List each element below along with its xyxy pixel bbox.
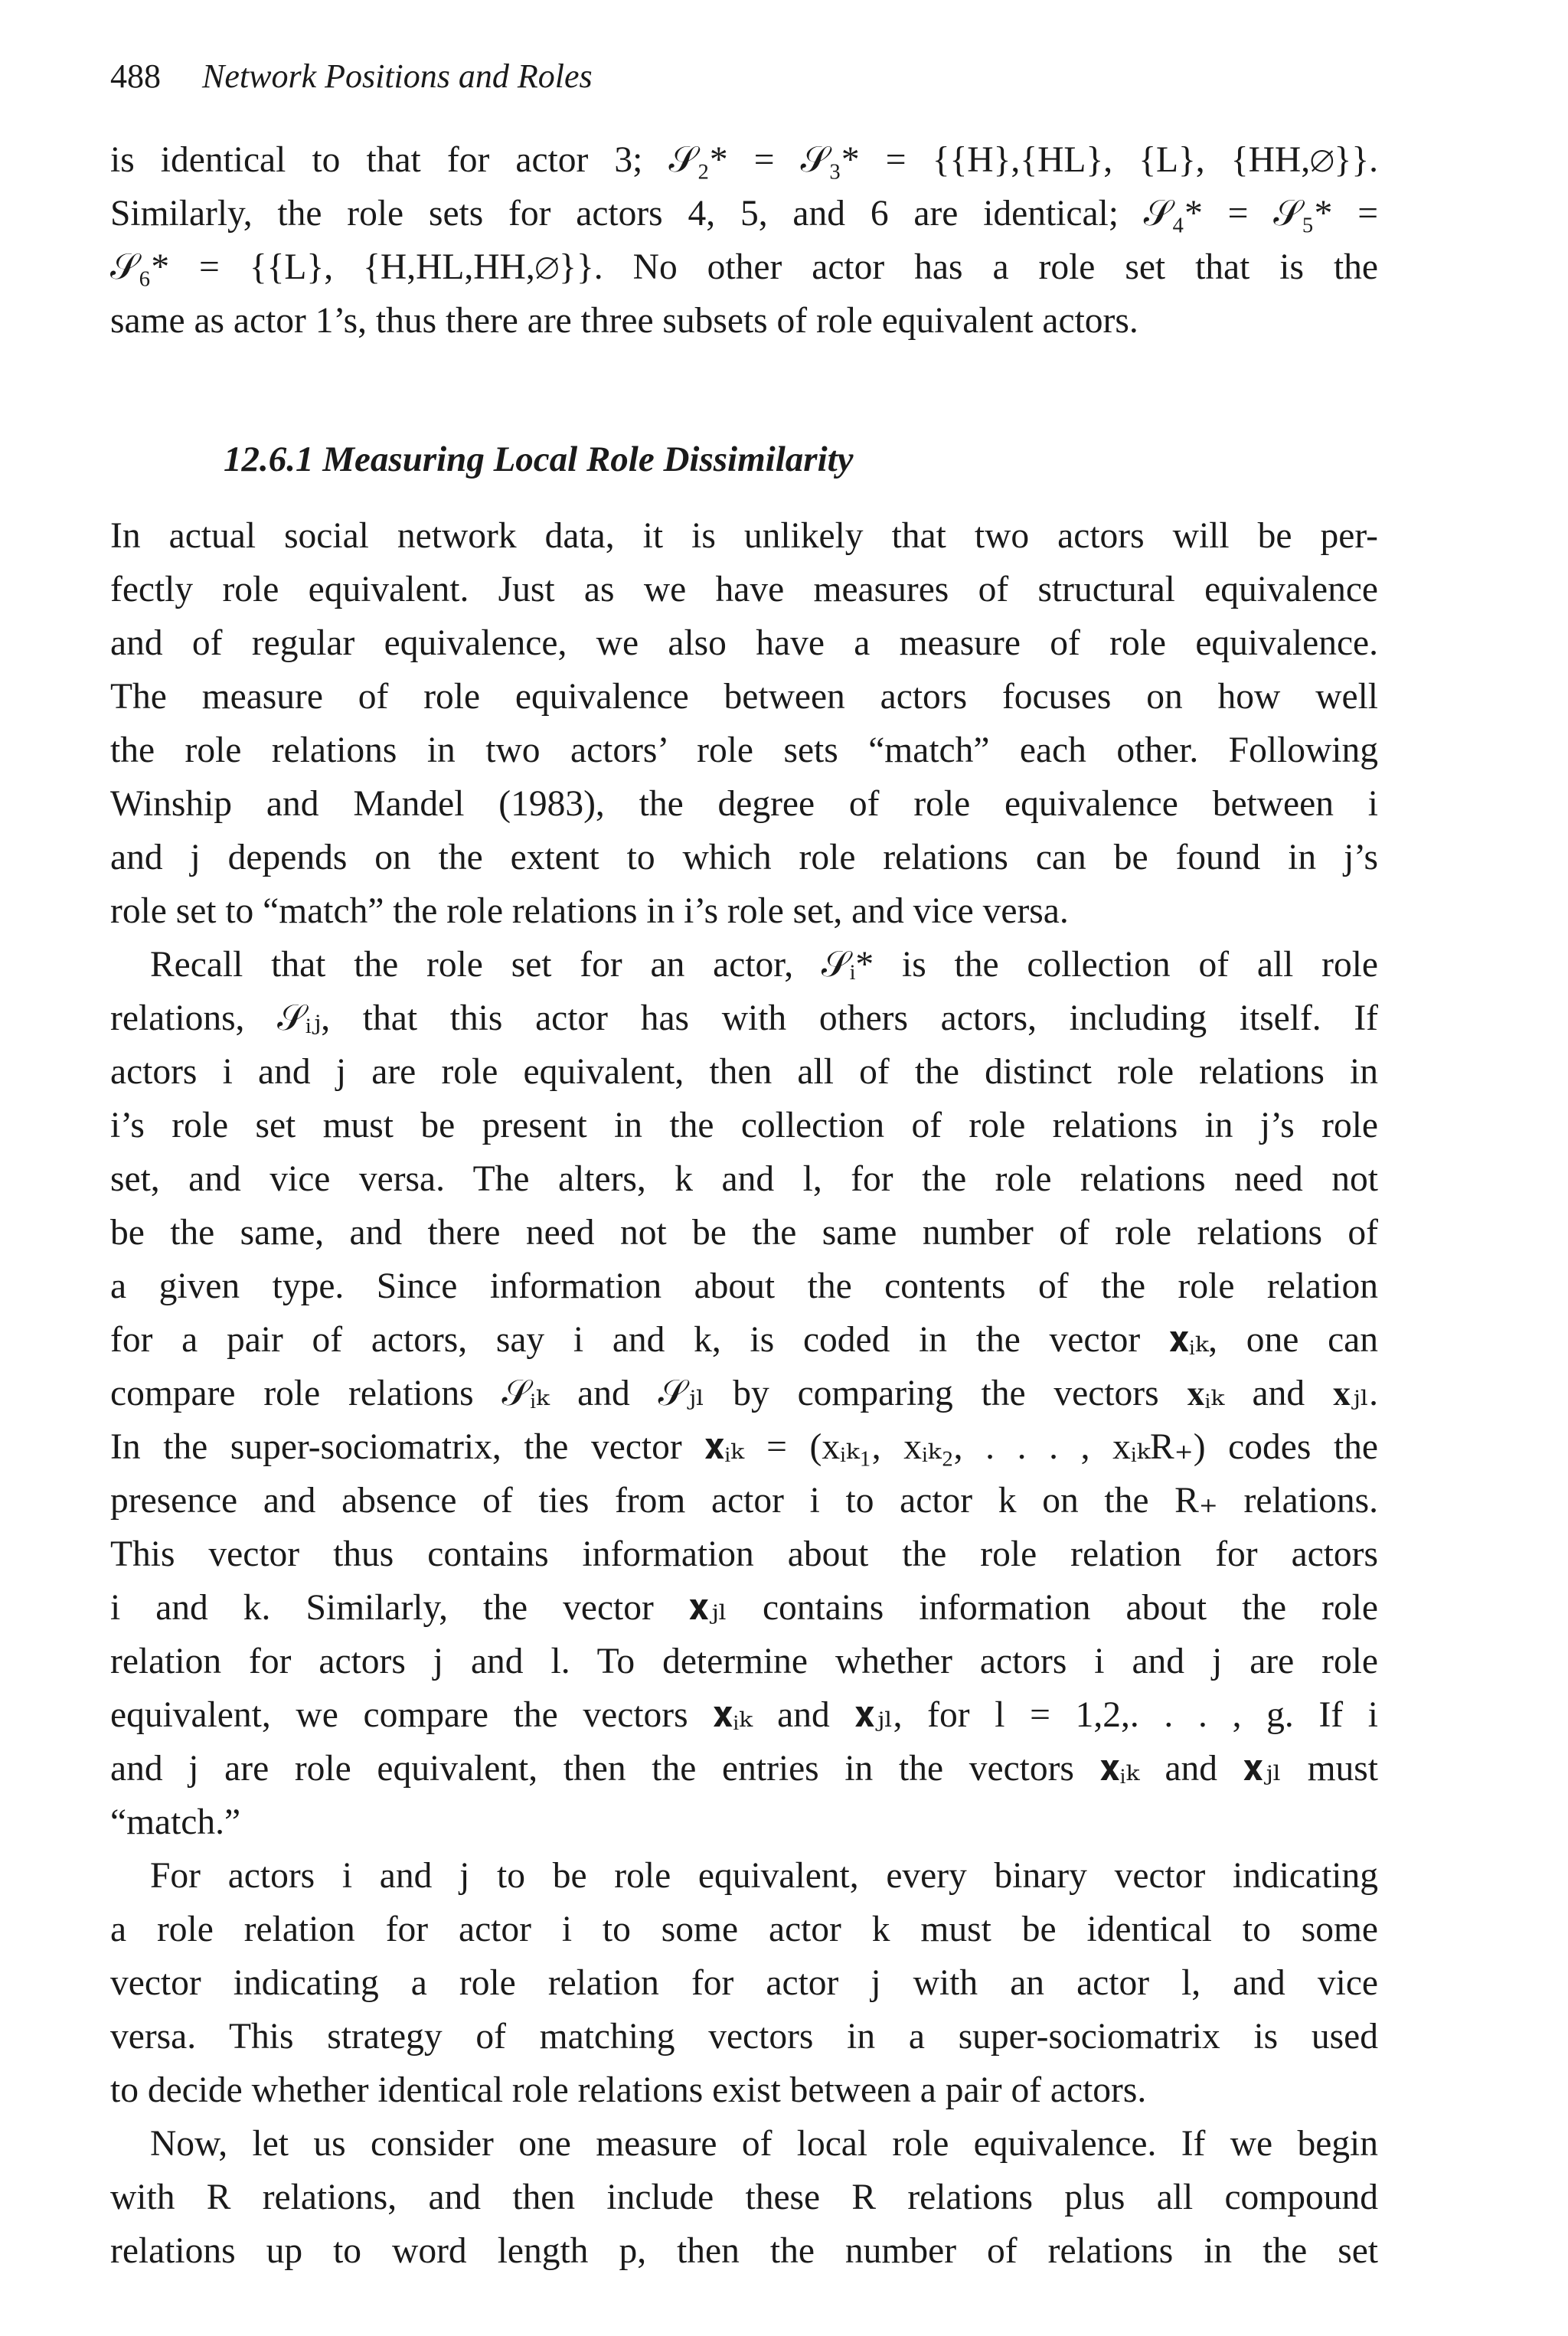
running-title: Network Positions and Roles [202,57,593,95]
page-number: 488 [110,57,161,95]
text-line: is identical to that for actor 3; 𝒮₂* = 𝒮₃* = {{H},{HL}, {L}, {HH,∅}}. [110,140,1378,180]
text-line: “match.” [110,1802,241,1842]
running-head [110,55,593,98]
text-line: relation for actors j and l. To determine whether actors i and j are role [110,1642,1378,1681]
text-line: presence and absence of ties from actor i to actor k on the R₊ relations. [110,1481,1378,1521]
text-line: vector indicating a role relation for actor j with an actor l, and vice [110,1963,1378,2003]
section-heading: 12.6.1 Measuring Local Role Dissimilarity [224,439,854,479]
text-line: relations, 𝒮ᵢⱼ, that this actor has with others actors, including itself. If [110,998,1378,1038]
text-line: i’s role set must be present in the collection of role relations in j’s role [110,1106,1378,1145]
text-line: 𝒮₆* = {{L}, {H,HL,HH,∅}}. No other actor has a role set that is the [110,247,1378,287]
text-line: with R relations, and then include these R relations plus all compound [110,2178,1378,2217]
text-line: the role relations in two actors’ role sets “match” each other. Following [110,730,1378,770]
intro-paragraph [110,133,1378,348]
section-body [110,509,1378,2278]
text-line: and of regular equivalence, we also have a measure of role equivalence. [110,623,1378,663]
text-line: compare role relations 𝒮ᵢₖ and 𝒮ⱼₗ by comparing the vectors 𝐱ᵢₖ and 𝐱ⱼₗ. [110,1374,1378,1413]
text-line: and j depends on the extent to which role relations can be found in j’s [110,838,1378,877]
text-line: relations up to word length p, then the number of relations in the set [110,2231,1378,2271]
text-line: role set to “match” the role relations in i’s role set, and vice versa. [110,891,1069,931]
text-line: The measure of role equivalence between actors focuses on how well [110,677,1378,717]
text-line: same as actor 1’s, thus there are three subsets of role equivalent actors. [110,301,1138,341]
text-line: Winship and Mandel (1983), the degree of role equivalence between i [110,784,1378,824]
text-line: versa. This strategy of matching vectors in a super-sociomatrix is used [110,2017,1378,2057]
text-line: This vector thus contains information about the role relation for actors [110,1534,1378,1574]
text-line: set, and vice versa. The alters, k and l, for the role relations need not [110,1159,1378,1199]
text-line: fectly role equivalent. Just as we have measures of structural equivalence [110,570,1378,609]
text-line: a given type. Since information about the contents of the role relation [110,1266,1378,1306]
text-line: Now, let us consider one measure of local role equivalence. If we begin [150,2124,1378,2164]
text-line: be the same, and there need not be the same number of role relations of [110,1213,1378,1253]
text-line: In the super-sociomatrix, the vector 𝐱ᵢₖ = (xᵢₖ₁, xᵢₖ₂, . . . , xᵢₖR₊) codes the [110,1427,1378,1467]
text-line: Recall that the role set for an actor, 𝒮ᵢ* is the collection of all role [150,945,1378,985]
text-line: and j are role equivalent, then the entries in the vectors 𝐱ᵢₖ and 𝐱ⱼₗ must [110,1749,1378,1789]
text-line: to decide whether identical role relations exist between a pair of actors. [110,2070,1147,2110]
text-line: Similarly, the role sets for actors 4, 5, and 6 are identical; 𝒮₄* = 𝒮₅* = [110,194,1378,234]
text-line: equivalent, we compare the vectors 𝐱ᵢₖ and 𝐱ⱼₗ, for l = 1,2,. . . , g. If i [110,1695,1378,1735]
text-line: actors i and j are role equivalent, then all of the distinct role relations in [110,1052,1378,1092]
text-line: i and k. Similarly, the vector 𝐱ⱼₗ contains information about the role [110,1588,1378,1628]
text-line: a role relation for actor i to some actor k must be identical to some [110,1910,1378,1949]
text-line: for a pair of actors, say i and k, is coded in the vector 𝐱ᵢₖ, one can [110,1320,1378,1360]
text-line: In actual social network data, it is unlikely that two actors will be per- [110,516,1378,556]
text-line: For actors i and j to be role equivalent, every binary vector indicating [150,1856,1378,1896]
